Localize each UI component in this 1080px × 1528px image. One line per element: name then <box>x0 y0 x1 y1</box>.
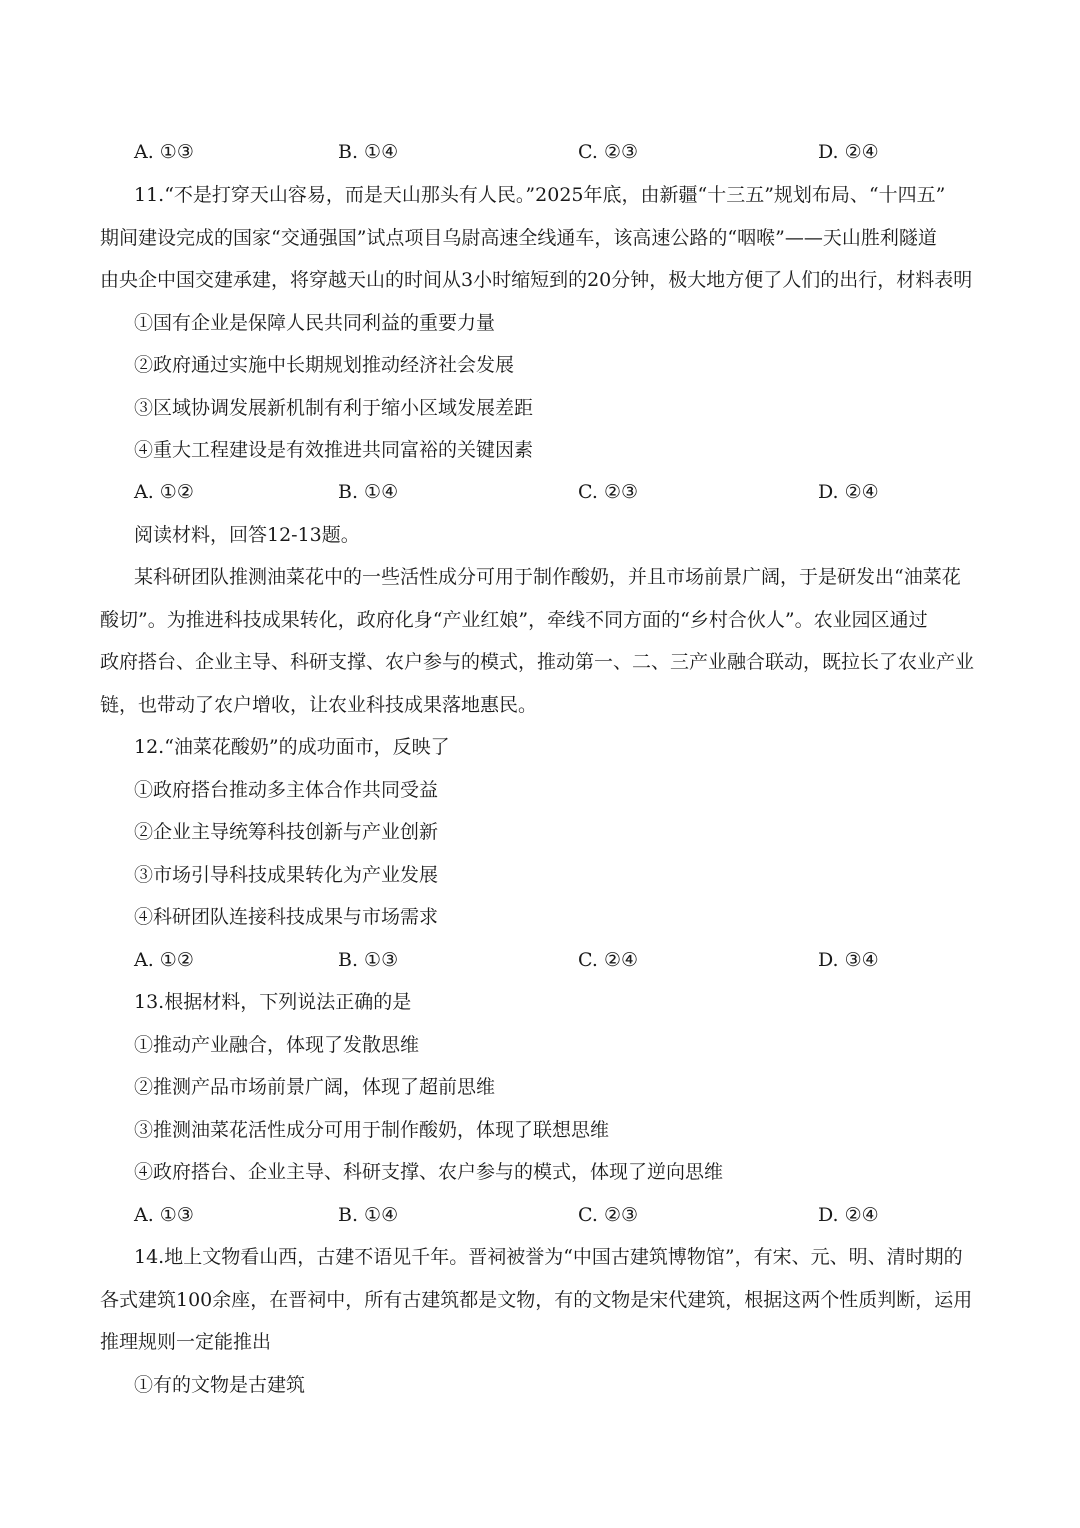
q13-stem: 13.根据材料，下列说法正确的是 <box>134 991 412 1013</box>
q10-option-c[interactable]: C. ②③ <box>578 141 639 163</box>
q10-option-a[interactable]: A. ①③ <box>134 141 194 163</box>
q11-option-c[interactable]: C. ②③ <box>578 481 639 503</box>
q11-item-3: ③区域协调发展新机制有利于缩小区域发展差距 <box>134 397 534 419</box>
material-line-4: 链，也带动了农户增收，让农业科技成果落地惠民。 <box>100 694 538 716</box>
material-line-1: 某科研团队推测油菜花中的一些活性成分可用于制作酸奶，并且市场前景广阔，于是研发出“油菜花 <box>134 566 961 588</box>
q11-option-a[interactable]: A. ①② <box>134 481 194 503</box>
q14-stem-line-1: 14.地上文物看山西，古建不语见千年。晋祠被誉为“中国古建筑博物馆”，有宋、元、明、清时期的 <box>134 1246 963 1268</box>
q11-options <box>134 479 994 505</box>
q13-option-b[interactable]: B. ①④ <box>338 1204 399 1226</box>
q13-item-4: ④政府搭台、企业主导、科研支撑、农户参与的模式，体现了逆向思维 <box>134 1161 724 1183</box>
q10-option-d[interactable]: D. ②④ <box>818 141 879 163</box>
q11-stem-line-3: 由央企中国交建承建，将穿越天山的时间从3小时缩短到的20分钟，极大地方便了人们的出行，材料表明 <box>100 269 973 291</box>
q14-item-1: ①有的文物是古建筑 <box>134 1374 306 1396</box>
q10-options <box>134 139 994 165</box>
q12-item-1: ①政府搭台推动多主体合作共同受益 <box>134 779 439 801</box>
q13-option-c[interactable]: C. ②③ <box>578 1204 639 1226</box>
q14-stem-line-2: 各式建筑100余座，在晋祠中，所有古建筑都是文物，有的文物是宋代建筑，根据这两个性质判断，运用 <box>100 1289 973 1311</box>
reading-intro: 阅读材料，回答12-13题。 <box>134 524 360 546</box>
q12-stem: 12.“油菜花酸奶”的成功面市，反映了 <box>134 736 450 758</box>
q13-item-3: ③推测油菜花活性成分可用于制作酸奶，体现了联想思维 <box>134 1119 610 1141</box>
q11-item-1: ①国有企业是保障人民共同利益的重要力量 <box>134 312 496 334</box>
q14-stem-line-3: 推理规则一定能推出 <box>100 1331 272 1353</box>
q11-stem-line-2: 期间建设完成的国家“交通强国”试点项目乌尉高速全线通车，该高速公路的“咽喉”——天山胜利隧道 <box>100 227 937 249</box>
q12-item-2: ②企业主导统筹科技创新与产业创新 <box>134 821 439 843</box>
q10-option-b[interactable]: B. ①④ <box>338 141 399 163</box>
q13-item-2: ②推测产品市场前景广阔，体现了超前思维 <box>134 1076 496 1098</box>
material-line-3: 政府搭台、企业主导、科研支撑、农户参与的模式，推动第一、二、三产业融合联动，既拉长了农业产业 <box>100 651 975 673</box>
q13-options <box>134 1202 994 1228</box>
q11-item-4: ④重大工程建设是有效推进共同富裕的关键因素 <box>134 439 534 461</box>
q12-option-c[interactable]: C. ②④ <box>578 949 639 971</box>
q12-option-d[interactable]: D. ③④ <box>818 949 879 971</box>
q11-option-d[interactable]: D. ②④ <box>818 481 879 503</box>
q12-options <box>134 947 994 973</box>
q13-option-d[interactable]: D. ②④ <box>818 1204 879 1226</box>
q13-item-1: ①推动产业融合，体现了发散思维 <box>134 1034 420 1056</box>
q12-option-a[interactable]: A. ①② <box>134 949 194 971</box>
q12-item-4: ④科研团队连接科技成果与市场需求 <box>134 906 439 928</box>
material-line-2: 酸切”。为推进科技成果转化，政府化身“产业红娘”，牵线不同方面的“乡村合伙人”。农业园区通过 <box>100 609 928 631</box>
q11-item-2: ②政府通过实施中长期规划推动经济社会发展 <box>134 354 515 376</box>
q11-stem-line-1: 11.“不是打穿天山容易，而是天山那头有人民。”2025年底，由新疆“十三五”规划布局、“十四五” <box>134 184 946 206</box>
q11-option-b[interactable]: B. ①④ <box>338 481 399 503</box>
q12-option-b[interactable]: B. ①③ <box>338 949 399 971</box>
q13-option-a[interactable]: A. ①③ <box>134 1204 194 1226</box>
q12-item-3: ③市场引导科技成果转化为产业发展 <box>134 864 439 886</box>
